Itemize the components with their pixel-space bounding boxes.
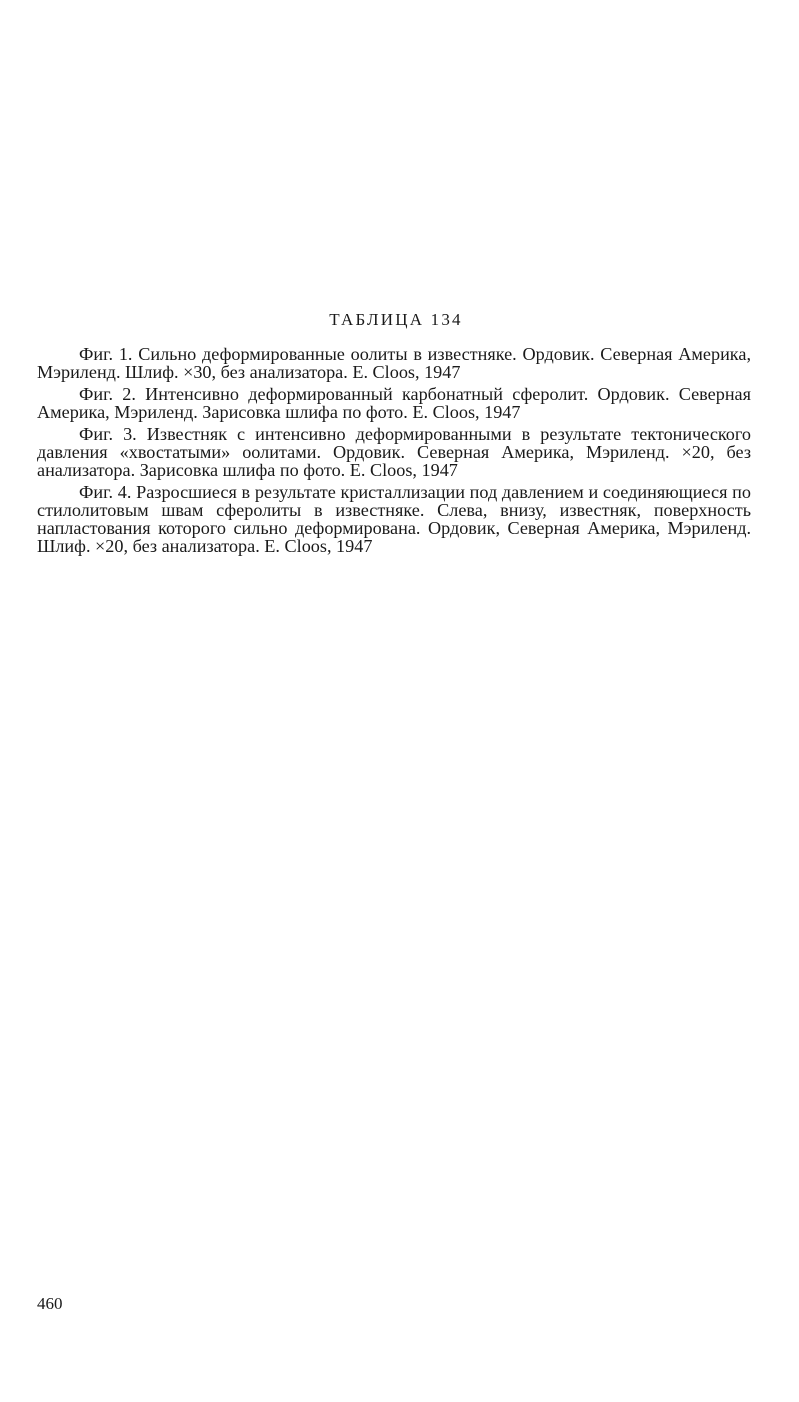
page-number: 460 [37,1294,63,1313]
caption-fig-3: Фиг. 3. Известняк с интенсивно деформированными в результате тектонического давления «хвостатыми» оолитами. Ордовик. Северная Америка, Мэриленд. ×20, без анализатора. Зарисовка шлифа по фото. E. Cloos, 1947 [37,424,751,480]
table-title: ТАБЛИЦА 134 [329,310,463,329]
figure-captions [37,345,751,559]
caption-fig-1: Фиг. 1. Сильно деформированные оолиты в известняке. Ордовик. Северная Америка, Мэриленд. Шлиф. ×30, без анализатора. E. Cloos, 1947 [37,344,751,382]
caption-fig-2: Фиг. 2. Интенсивно деформированный карбонатный сферолит. Ордовик. Северная Америка, Мэриленд. Зарисовка шлифа по фото. E. Cloos, 1947 [37,384,751,422]
caption-fig-4: Фиг. 4. Разросшиеся в результате кристаллизации под давлением и соединяющиеся по стилолитовым швам сферолиты в известняке. Слева, внизу, известняк, поверхность напластования которого сильно деформирована. Ордовик, Северная Америка, Мэриленд. Шлиф. ×20, без анализатора. E. Cloos, 1947 [37,482,751,556]
